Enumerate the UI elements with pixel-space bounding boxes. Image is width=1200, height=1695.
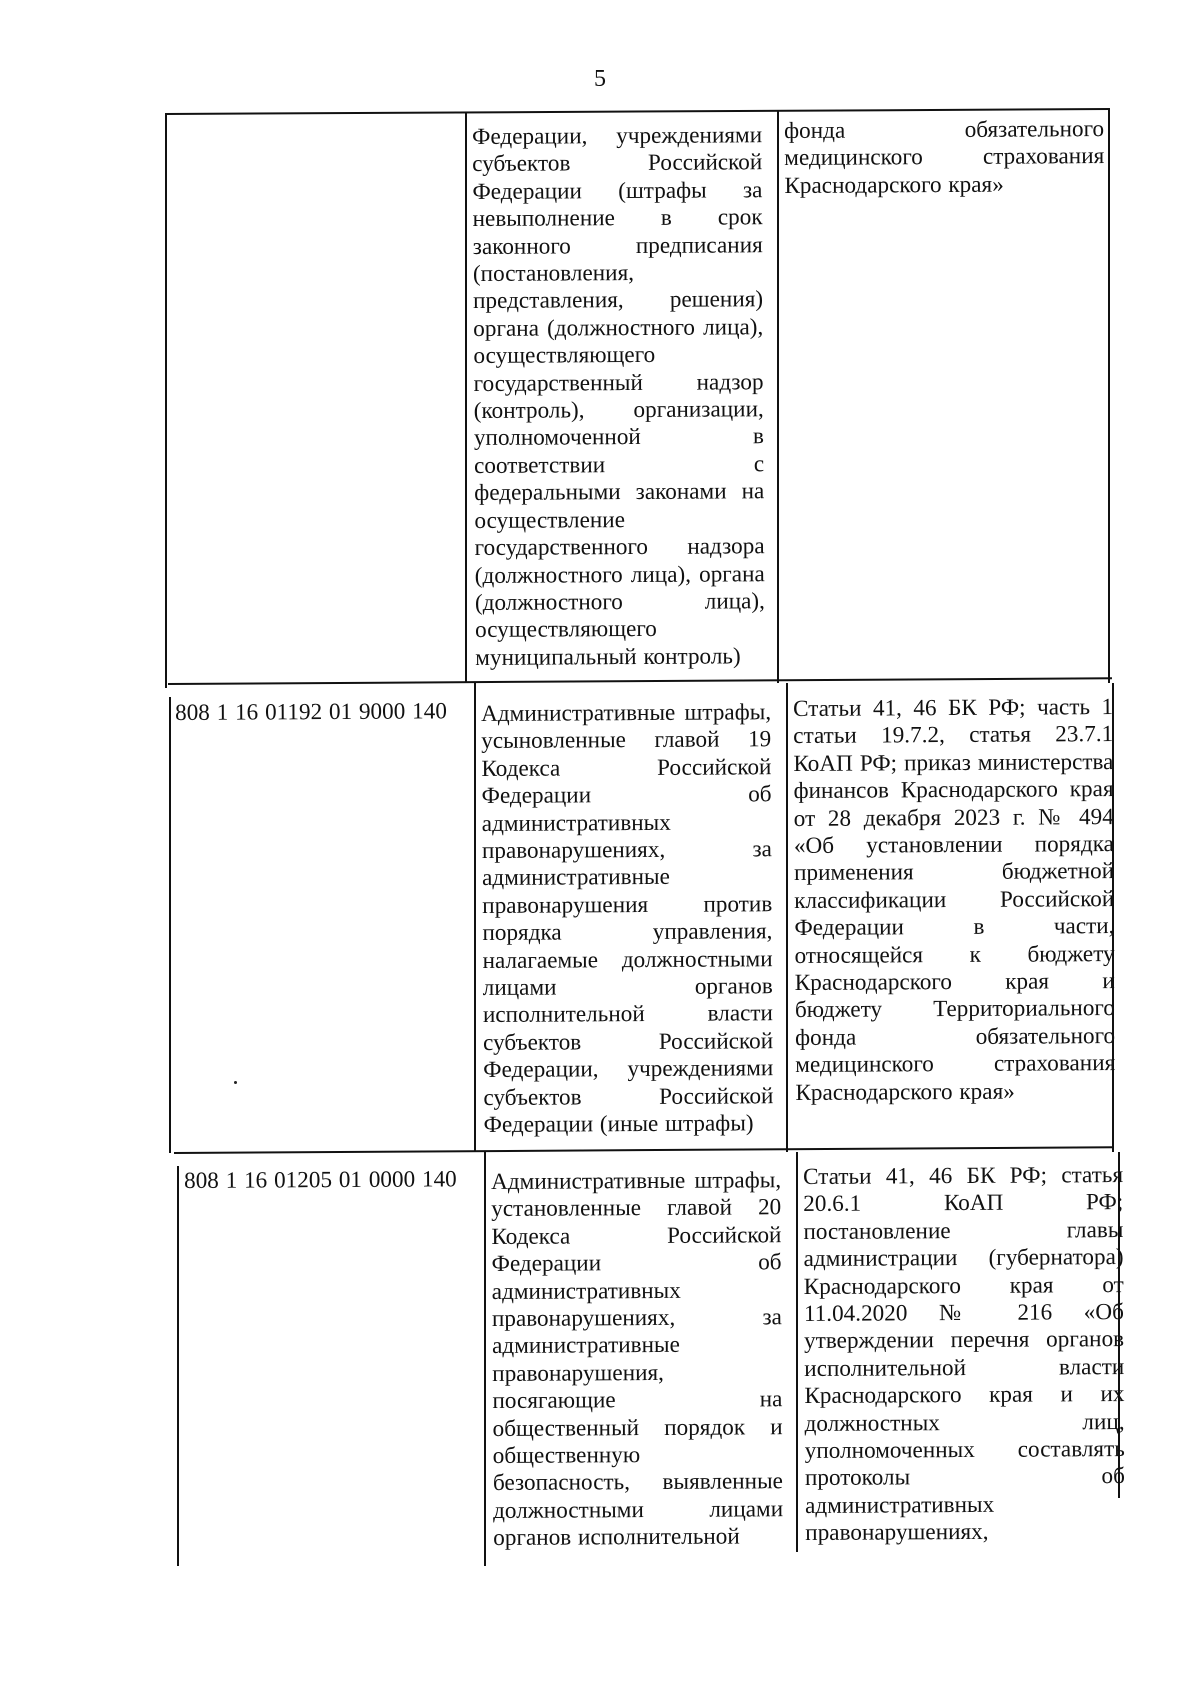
table-left-border (177, 1166, 179, 1566)
table-left-border (169, 697, 171, 1153)
column-divider-2 (777, 110, 779, 683)
row-divider-2 (174, 1146, 1114, 1154)
table-right-border (1108, 110, 1110, 683)
column-divider-1 (465, 113, 467, 683)
column-divider-2 (796, 1152, 798, 1552)
row-3-code: 808 1 16 01205 01 0000 140 (184, 1166, 457, 1194)
row-1-basis: фонда обязательного медицинского страхования Краснодарского края» (784, 116, 1105, 199)
row-3-basis: Статьи 41, 46 БК РФ; статья 20.6.1 КоАП РФ; постановление главы администрации (губернатора) Краснодарского края от 11.04.2020 № 216 «Об утверждении перечня органов исполнительной власти Краснодарского края и их должностных лиц, уполномоченных составлять протоколы об административных правонарушениях, (803, 1162, 1125, 1547)
page-number: 5 (594, 66, 606, 92)
row-2-basis: Статьи 41, 46 БК РФ; часть 1 статьи 19.7.2, статья 23.7.1 КоАП РФ; приказ министерства финансов Краснодарского края от 28 декабря 2023 г. № 494 «Об установлении порядка применения бюджетной классификации Российской Федерации в части, относящейся к бюджету Краснодарского края и бюджету Территориального фонда обязательного медицинского страхования Краснодарского края» (793, 694, 1116, 1106)
table-top-border (165, 108, 1110, 115)
row-2-description: Административные штрафы, усыновленные главой 19 Кодекса Российской Федерации об административных правонарушениях, за административные правонарушения против порядка управления, налагаемые должностными лицами органов исполнительной власти субъектов Российской Федерации, учреждениями субъектов Российской Федерации (иные штрафы) (481, 699, 774, 1139)
row-2-code: 808 1 16 01192 01 9000 140 (175, 698, 447, 726)
column-divider-1 (474, 683, 476, 1152)
row-1-description: Федерации, учреждениями субъектов Российской Федерации (штрафы за невыполнение в срок законного предписания (постановления, представления, решения) органа (должностного лица), осуществляющего государственный надзор (контроль), организации, уполномоченной в соответствии с федеральными законами на осуществление государственного надзора (должностного лица), органа (должностного лица), осуществляющего муниципальный контроль) (472, 122, 765, 671)
row-3-description: Административные штрафы, установленные главой 20 Кодекса Российской Федерации об административных правонарушениях, за административные правонарушения, посягающие на общественный порядок и общественную безопасность, выявленные должностными лицами органов исполнительной (491, 1167, 784, 1552)
row-divider-1 (168, 677, 1112, 685)
column-divider-1 (484, 1152, 486, 1566)
scan-speck (234, 1081, 237, 1084)
table-left-border (165, 113, 167, 688)
column-divider-2 (786, 683, 788, 1152)
